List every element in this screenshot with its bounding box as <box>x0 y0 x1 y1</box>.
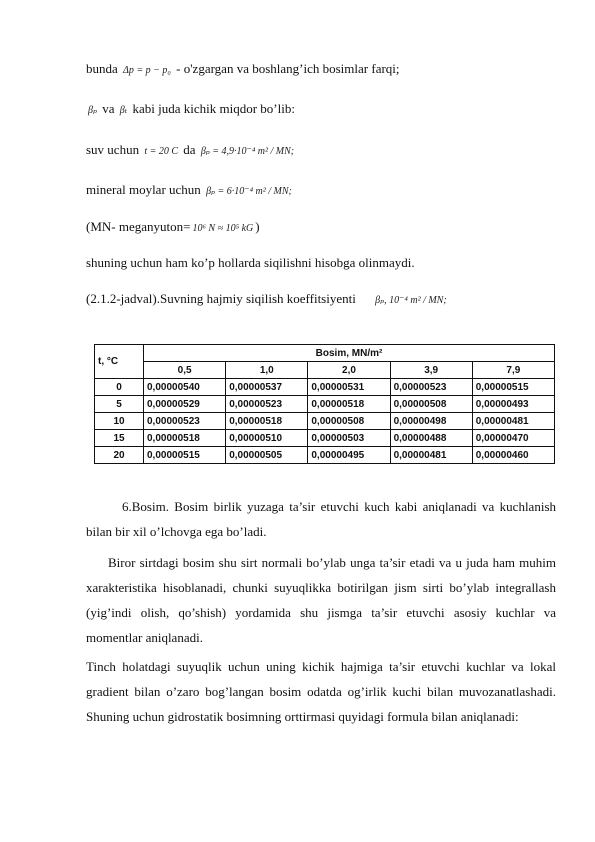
paragraph-pressure-characteristic: Biror sirtdagi bosim shu sirt normali bo’ylab unga ta’sir etadi va u juda ham muhim xarakteristika hisoblanadi, chunki suyuqlikka botirilgan jism sirti bo’ylab integrallash (yig’indi olish, qo’shish) yordamida shu jismga ta’sir etuvchi asosiy kuchlar va momentlar aniqlanadi. <box>86 555 556 645</box>
table-row <box>95 379 555 396</box>
table-cell: 0,00000508 <box>390 396 472 413</box>
temperature-cell: 20 <box>95 447 144 464</box>
table-cell: 0,00000481 <box>472 413 554 430</box>
temperature-cell: 15 <box>95 430 144 447</box>
table-cell: 0,00000531 <box>308 379 390 396</box>
pressure-value: 0,5 <box>144 362 226 379</box>
table-cell: 0,00000540 <box>144 379 226 396</box>
table-cell: 0,00000508 <box>308 413 390 430</box>
text: (2.1.2-jadval).Suvning hajmiy siqilish koeffitsiyenti <box>86 291 356 306</box>
table-row <box>95 413 555 430</box>
table-row <box>95 396 555 413</box>
text: kabi juda kichik miqdor bo’lib: <box>132 101 295 116</box>
table-cell: 0,00000505 <box>226 447 308 464</box>
formula-beta-t: βₜ <box>119 105 128 116</box>
formula-oil-beta: βₚ = 6·10⁻⁴ m² / MN; <box>206 186 292 197</box>
formula-beta-p: βₚ <box>88 105 97 116</box>
table-cell: 0,00000523 <box>144 413 226 430</box>
text-line-pressure-difference <box>86 61 400 77</box>
pressure-value: 2,0 <box>308 362 390 379</box>
table-corner-header: t, °C <box>95 345 144 379</box>
text: bunda <box>86 61 118 76</box>
table-cell: 0,00000515 <box>472 379 554 396</box>
pressure-value: 3,9 <box>390 362 472 379</box>
table-cell: 0,00000493 <box>472 396 554 413</box>
table-cell: 0,00000518 <box>144 430 226 447</box>
table-row <box>95 430 555 447</box>
paragraph-hydrostatic-pressure: Tinch holatdagi suyuqlik uchun uning kichik hajmiga ta’sir etuvchi kuchlar va lokal gradient bilan o’zaro bog’langan bosim odatda og’irlik kuchi bilan muvozanatlashadi. Shuning uchun gidrostatik bosimning orttirmasi quyidagi formula bilan aniqlanadi: <box>86 659 556 724</box>
table-pressure-row <box>95 362 555 379</box>
temperature-cell: 0 <box>95 379 144 396</box>
text: suv uchun <box>86 142 140 157</box>
text: va <box>102 101 115 116</box>
text: mineral moylar uchun <box>86 182 201 197</box>
table-cell: 0,00000495 <box>308 447 390 464</box>
temperature-cell: 5 <box>95 396 144 413</box>
formula-water-beta: βₚ = 4,9·10⁻⁴ m² / MN; <box>200 146 295 157</box>
text-line-table-caption <box>86 291 449 307</box>
text-line-compression-note <box>86 255 415 271</box>
table-cell: 0,00000518 <box>308 396 390 413</box>
text-line-water <box>86 142 296 158</box>
table-cell: 0,00000481 <box>390 447 472 464</box>
compressibility-table <box>94 344 555 464</box>
pressure-header: Bosim, MN/m² <box>144 345 555 362</box>
table-cell: 0,00000518 <box>226 413 308 430</box>
table-cell: 0,00000488 <box>390 430 472 447</box>
text-line-meganewton <box>86 219 260 235</box>
pressure-value: 1,0 <box>226 362 308 379</box>
text: (MN- meganyuton= <box>86 219 191 234</box>
formula-delta-p: Δp = p − p₀ <box>123 65 171 76</box>
text: shuning uchun ham ko’p hollarda siqilishni hisobga olinmaydi. <box>86 255 415 270</box>
text: ) <box>255 219 260 234</box>
table-cell: 0,00000537 <box>226 379 308 396</box>
table-cell: 0,00000510 <box>226 430 308 447</box>
formula-table-beta: βₚ, 10⁻⁴ m² / MN; <box>375 295 447 306</box>
text: - o'zgargan va boshlang’ich bosimlar farqi; <box>176 61 400 76</box>
text-line-coefficients <box>86 101 295 117</box>
table-cell: 0,00000470 <box>472 430 554 447</box>
temperature-cell: 10 <box>95 413 144 430</box>
paragraph-pressure-definition: 6.Bosim. Bosim birlik yuzaga ta’sir etuvchi kuch kabi aniqlanadi va kuchlanish bilan bir xil o’lchovga ega bo’ladi. <box>86 499 556 539</box>
table-cell: 0,00000460 <box>472 447 554 464</box>
table-cell: 0,00000515 <box>144 447 226 464</box>
formula-mn: 10⁶ N ≈ 10⁵ kG <box>192 223 254 234</box>
table-cell: 0,00000523 <box>226 396 308 413</box>
table-row <box>95 447 555 464</box>
table-header-row <box>95 345 555 362</box>
formula-temperature: t = 20 C <box>144 146 179 157</box>
pressure-value: 7,9 <box>472 362 554 379</box>
table-cell: 0,00000529 <box>144 396 226 413</box>
text: da <box>183 142 196 157</box>
table-cell: 0,00000523 <box>390 379 472 396</box>
table-cell: 0,00000503 <box>308 430 390 447</box>
table-cell: 0,00000498 <box>390 413 472 430</box>
text-line-mineral-oil <box>86 182 294 198</box>
